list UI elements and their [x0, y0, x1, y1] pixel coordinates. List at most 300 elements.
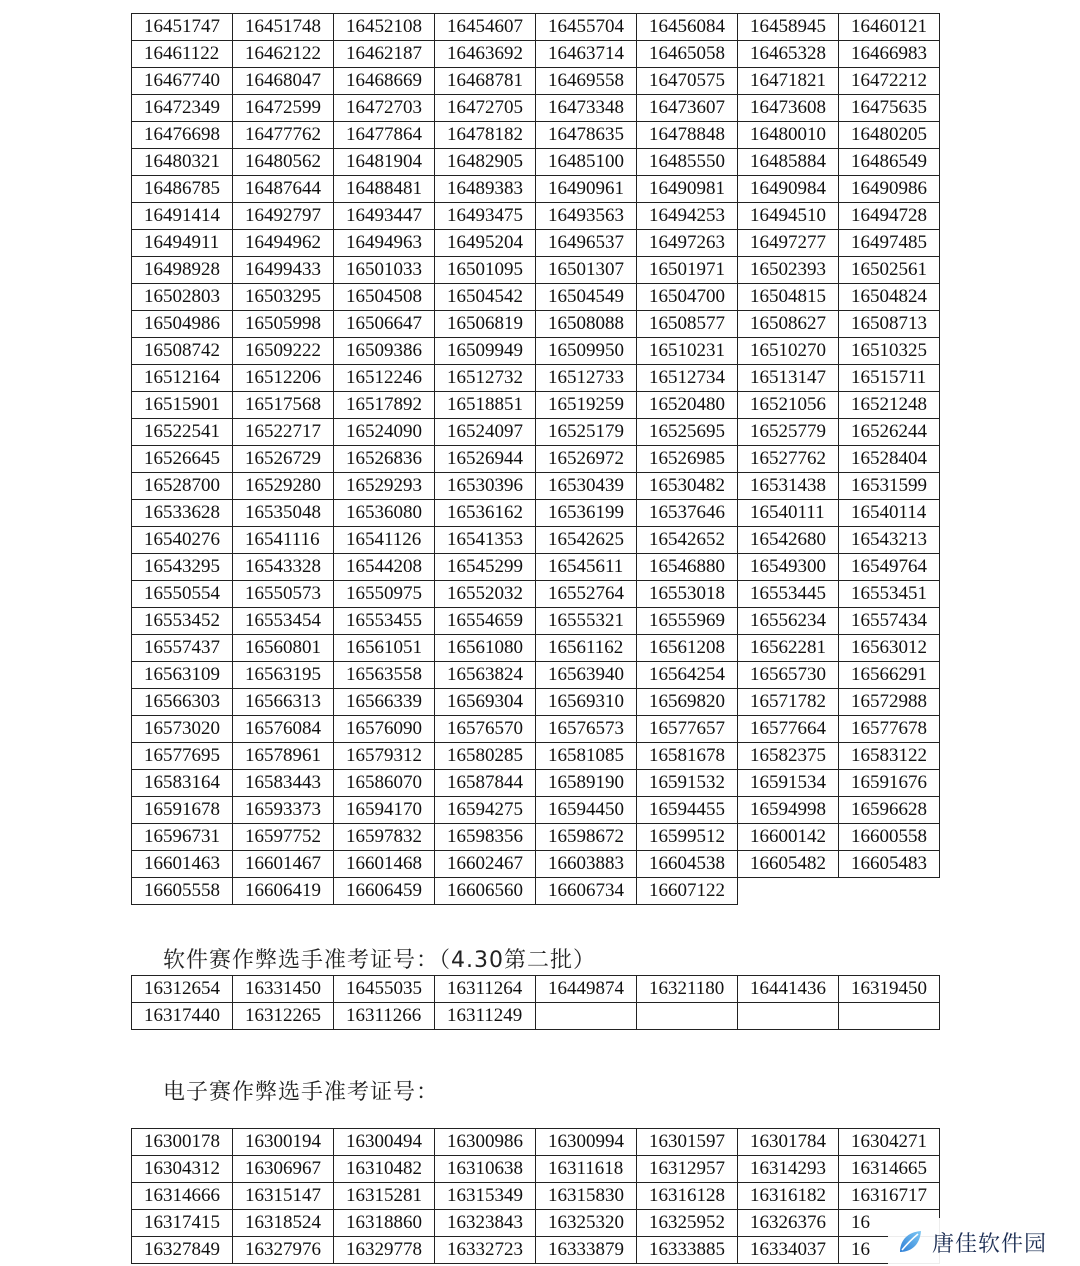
id-cell: 16552032 [435, 581, 536, 608]
table-row [132, 68, 940, 95]
id-cell: 16601467 [233, 851, 334, 878]
id-cell: 16555969 [637, 608, 738, 635]
id-cell: 16300494 [334, 1129, 435, 1156]
id-cell: 16528700 [132, 473, 233, 500]
id-cell: 16508713 [839, 311, 940, 338]
id-cell: 16591678 [132, 797, 233, 824]
id-cell: 16485884 [738, 149, 839, 176]
id-cell: 16451748 [233, 14, 334, 41]
id-cell: 16549764 [839, 554, 940, 581]
id-cell: 16526244 [839, 419, 940, 446]
id-cell: 16480205 [839, 122, 940, 149]
id-cell: 16501971 [637, 257, 738, 284]
id-cell: 16478182 [435, 122, 536, 149]
electronic-id-table [131, 1128, 940, 1264]
id-cell: 16304271 [839, 1129, 940, 1156]
id-cell: 16517892 [334, 392, 435, 419]
id-cell: 16586070 [334, 770, 435, 797]
id-cell: 16576573 [536, 716, 637, 743]
id-cell: 16594170 [334, 797, 435, 824]
id-cell: 16542680 [738, 527, 839, 554]
id-cell: 16519259 [536, 392, 637, 419]
id-cell: 16494962 [233, 230, 334, 257]
id-cell: 16462122 [233, 41, 334, 68]
id-cell: 16557437 [132, 635, 233, 662]
id-cell: 16510231 [637, 338, 738, 365]
id-cell: 16471821 [738, 68, 839, 95]
id-cell: 16598356 [435, 824, 536, 851]
id-cell: 16468669 [334, 68, 435, 95]
id-cell: 16480321 [132, 149, 233, 176]
id-cell: 16460121 [839, 14, 940, 41]
id-cell: 16525695 [637, 419, 738, 446]
id-cell: 16300178 [132, 1129, 233, 1156]
id-cell: 16486785 [132, 176, 233, 203]
id-cell: 16594998 [738, 797, 839, 824]
id-cell: 16478635 [536, 122, 637, 149]
table-row [132, 203, 940, 230]
id-cell: 16536080 [334, 500, 435, 527]
id-cell: 16480010 [738, 122, 839, 149]
table-row [132, 122, 940, 149]
table-row [132, 392, 940, 419]
id-cell: 16576570 [435, 716, 536, 743]
id-cell: 16315349 [435, 1183, 536, 1210]
id-cell: 16535048 [233, 500, 334, 527]
id-cell: 16563109 [132, 662, 233, 689]
id-cell: 16312957 [637, 1156, 738, 1183]
id-cell: 16329778 [334, 1237, 435, 1264]
id-cell: 16504508 [334, 284, 435, 311]
id-cell: 16522717 [233, 419, 334, 446]
id-cell: 16597752 [233, 824, 334, 851]
id-cell: 16553445 [738, 581, 839, 608]
table-row [132, 500, 940, 527]
table-row [132, 338, 940, 365]
id-cell: 16553455 [334, 608, 435, 635]
id-cell: 16472349 [132, 95, 233, 122]
id-cell: 16601463 [132, 851, 233, 878]
id-cell: 16478848 [637, 122, 738, 149]
id-cell: 16522541 [132, 419, 233, 446]
id-cell: 16563558 [334, 662, 435, 689]
id-cell: 16501033 [334, 257, 435, 284]
table-row [132, 878, 940, 905]
id-cell: 16510325 [839, 338, 940, 365]
watermark-text: 唐佳软件园 [932, 1231, 1048, 1257]
id-cell: 16515901 [132, 392, 233, 419]
id-cell: 16493475 [435, 203, 536, 230]
table-row [132, 797, 940, 824]
id-cell: 16506647 [334, 311, 435, 338]
table-row [132, 1237, 940, 1264]
id-cell: 16466983 [839, 41, 940, 68]
id-cell: 16530396 [435, 473, 536, 500]
id-cell: 16485550 [637, 149, 738, 176]
id-cell: 16573020 [132, 716, 233, 743]
id-cell: 16543295 [132, 554, 233, 581]
table-row [132, 1183, 940, 1210]
id-cell: 16606734 [536, 878, 637, 905]
id-cell: 16504824 [839, 284, 940, 311]
id-cell: 16605558 [132, 878, 233, 905]
id-cell: 16569820 [637, 689, 738, 716]
table-row [132, 311, 940, 338]
id-cell: 16494911 [132, 230, 233, 257]
id-cell: 16604538 [637, 851, 738, 878]
id-cell: 16580285 [435, 743, 536, 770]
id-cell: 16315147 [233, 1183, 334, 1210]
id-cell: 16310638 [435, 1156, 536, 1183]
software-section-heading: 软件赛作弊选手准考证号：（4.30第二批） [163, 948, 596, 973]
id-cell: 16533628 [132, 500, 233, 527]
id-cell: 16495204 [435, 230, 536, 257]
id-cell: 16566313 [233, 689, 334, 716]
id-cell: 16526985 [637, 446, 738, 473]
id-cell: 16508088 [536, 311, 637, 338]
table-row [132, 554, 940, 581]
id-cell: 16561051 [334, 635, 435, 662]
id-cell: 16449874 [536, 976, 637, 1003]
id-cell: 16566303 [132, 689, 233, 716]
id-cell: 16510270 [738, 338, 839, 365]
id-cell: 16526645 [132, 446, 233, 473]
id-cell: 16487644 [233, 176, 334, 203]
id-cell: 16311264 [435, 976, 536, 1003]
id-cell: 16491414 [132, 203, 233, 230]
id-cell: 16562281 [738, 635, 839, 662]
table-row [132, 149, 940, 176]
id-cell: 16506819 [435, 311, 536, 338]
id-cell: 16493563 [536, 203, 637, 230]
id-cell: 16571782 [738, 689, 839, 716]
id-cell: 16455704 [536, 14, 637, 41]
id-cell: 16529293 [334, 473, 435, 500]
id-cell: 16566339 [334, 689, 435, 716]
table-row [132, 446, 940, 473]
id-cell: 16472212 [839, 68, 940, 95]
id-cell: 16596628 [839, 797, 940, 824]
id-cell: 16550573 [233, 581, 334, 608]
empty-cell [738, 1003, 839, 1030]
id-cell: 16603883 [536, 851, 637, 878]
id-cell: 16581085 [536, 743, 637, 770]
id-cell: 16591532 [637, 770, 738, 797]
table-row [132, 365, 940, 392]
id-cell: 16528404 [839, 446, 940, 473]
id-cell: 16458945 [738, 14, 839, 41]
id-cell: 16327849 [132, 1237, 233, 1264]
id-cell: 16518851 [435, 392, 536, 419]
id-cell: 16593373 [233, 797, 334, 824]
table-row [132, 527, 940, 554]
id-cell: 16555321 [536, 608, 637, 635]
id-cell: 16472703 [334, 95, 435, 122]
id-cell: 16333885 [637, 1237, 738, 1264]
id-cell: 16461122 [132, 41, 233, 68]
id-cell: 16501095 [435, 257, 536, 284]
table-row [132, 95, 940, 122]
id-cell: 16553454 [233, 608, 334, 635]
id-cell: 16541353 [435, 527, 536, 554]
id-cell: 16509950 [536, 338, 637, 365]
id-cell: 16 [839, 1210, 940, 1237]
id-cell: 16546880 [637, 554, 738, 581]
id-cell: 16503295 [233, 284, 334, 311]
id-cell: 16577657 [637, 716, 738, 743]
id-cell: 16502393 [738, 257, 839, 284]
id-cell: 16333879 [536, 1237, 637, 1264]
id-cell: 16577678 [839, 716, 940, 743]
id-cell: 16526944 [435, 446, 536, 473]
id-cell: 16583164 [132, 770, 233, 797]
id-cell: 16 [839, 1237, 940, 1264]
id-cell: 16605483 [839, 851, 940, 878]
id-cell: 16606419 [233, 878, 334, 905]
id-cell: 16525779 [738, 419, 839, 446]
table-row [132, 851, 940, 878]
table-row [132, 608, 940, 635]
table-row [132, 662, 940, 689]
id-cell: 16477762 [233, 122, 334, 149]
id-cell: 16569304 [435, 689, 536, 716]
id-cell: 16512732 [435, 365, 536, 392]
id-cell: 16607122 [637, 878, 738, 905]
id-cell: 16537646 [637, 500, 738, 527]
id-cell: 16606459 [334, 878, 435, 905]
id-cell: 16594275 [435, 797, 536, 824]
id-cell: 16311266 [334, 1003, 435, 1030]
id-cell: 16467740 [132, 68, 233, 95]
table-row [132, 1129, 940, 1156]
id-cell: 16492797 [233, 203, 334, 230]
id-cell: 16545611 [536, 554, 637, 581]
blank-cell [738, 878, 839, 905]
id-cell: 16552764 [536, 581, 637, 608]
id-cell: 16578961 [233, 743, 334, 770]
id-cell: 16521056 [738, 392, 839, 419]
id-cell: 16529280 [233, 473, 334, 500]
id-cell: 16501307 [536, 257, 637, 284]
id-cell: 16463692 [435, 41, 536, 68]
id-cell: 16508577 [637, 311, 738, 338]
site-watermark [888, 1218, 1080, 1266]
software-id-table [131, 975, 940, 1030]
id-cell: 16524090 [334, 419, 435, 446]
id-cell: 16601468 [334, 851, 435, 878]
id-cell: 16482905 [435, 149, 536, 176]
id-cell: 16589190 [536, 770, 637, 797]
table-row [132, 1156, 940, 1183]
id-cell: 16530439 [536, 473, 637, 500]
id-cell: 16563195 [233, 662, 334, 689]
id-cell: 16600558 [839, 824, 940, 851]
id-cell: 16509222 [233, 338, 334, 365]
id-cell: 16494253 [637, 203, 738, 230]
id-cell: 16526729 [233, 446, 334, 473]
id-cell: 16576090 [334, 716, 435, 743]
id-cell: 16502803 [132, 284, 233, 311]
id-cell: 16301597 [637, 1129, 738, 1156]
id-cell: 16505998 [233, 311, 334, 338]
id-cell: 16531599 [839, 473, 940, 500]
id-cell: 16563824 [435, 662, 536, 689]
table-row [132, 176, 940, 203]
id-cell: 16473348 [536, 95, 637, 122]
table-row [132, 635, 940, 662]
id-cell: 16577664 [738, 716, 839, 743]
id-cell: 16475635 [839, 95, 940, 122]
id-cell: 16508742 [132, 338, 233, 365]
id-cell: 16311618 [536, 1156, 637, 1183]
id-cell: 16530482 [637, 473, 738, 500]
id-cell: 16556234 [738, 608, 839, 635]
id-cell: 16540276 [132, 527, 233, 554]
id-cell: 16470575 [637, 68, 738, 95]
id-cell: 16300986 [435, 1129, 536, 1156]
id-cell: 16490981 [637, 176, 738, 203]
id-cell: 16316128 [637, 1183, 738, 1210]
id-cell: 16472705 [435, 95, 536, 122]
id-cell: 16594455 [637, 797, 738, 824]
table-row [132, 1003, 940, 1030]
id-cell: 16587844 [435, 770, 536, 797]
id-cell: 16545299 [435, 554, 536, 581]
id-cell: 16468781 [435, 68, 536, 95]
id-cell: 16326376 [738, 1210, 839, 1237]
id-cell: 16300994 [536, 1129, 637, 1156]
id-cell: 16502561 [839, 257, 940, 284]
id-cell: 16527762 [738, 446, 839, 473]
id-cell: 16319450 [839, 976, 940, 1003]
empty-cell [536, 1003, 637, 1030]
id-cell: 16477864 [334, 122, 435, 149]
table-row [132, 284, 940, 311]
id-cell: 16504549 [536, 284, 637, 311]
id-cell: 16452108 [334, 14, 435, 41]
id-cell: 16321180 [637, 976, 738, 1003]
id-cell: 16553451 [839, 581, 940, 608]
id-cell: 16564254 [637, 662, 738, 689]
id-cell: 16512164 [132, 365, 233, 392]
table-row [132, 41, 940, 68]
id-cell: 16509386 [334, 338, 435, 365]
main-id-table [131, 13, 940, 905]
id-cell: 16572988 [839, 689, 940, 716]
id-cell: 16489383 [435, 176, 536, 203]
table-row [132, 14, 940, 41]
id-cell: 16301784 [738, 1129, 839, 1156]
id-cell: 16526972 [536, 446, 637, 473]
id-cell: 16605482 [738, 851, 839, 878]
id-cell: 16606560 [435, 878, 536, 905]
id-cell: 16312654 [132, 976, 233, 1003]
id-cell: 16486549 [839, 149, 940, 176]
id-cell: 16536199 [536, 500, 637, 527]
id-cell: 16497485 [839, 230, 940, 257]
id-cell: 16526836 [334, 446, 435, 473]
id-cell: 16517568 [233, 392, 334, 419]
id-cell: 16597832 [334, 824, 435, 851]
id-cell: 16536162 [435, 500, 536, 527]
id-cell: 16468047 [233, 68, 334, 95]
table-row [132, 689, 940, 716]
id-cell: 16541126 [334, 527, 435, 554]
id-cell: 16317440 [132, 1003, 233, 1030]
id-cell: 16455035 [334, 976, 435, 1003]
id-cell: 16565730 [738, 662, 839, 689]
id-cell: 16463714 [536, 41, 637, 68]
table-row [132, 581, 940, 608]
id-cell: 16544208 [334, 554, 435, 581]
id-cell: 16472599 [233, 95, 334, 122]
id-cell: 16325952 [637, 1210, 738, 1237]
table-row [132, 743, 940, 770]
id-cell: 16521248 [839, 392, 940, 419]
id-cell: 16334037 [738, 1237, 839, 1264]
id-cell: 16490984 [738, 176, 839, 203]
id-cell: 16473608 [738, 95, 839, 122]
id-cell: 16473607 [637, 95, 738, 122]
id-cell: 16561162 [536, 635, 637, 662]
id-cell: 16557434 [839, 608, 940, 635]
id-cell: 16582375 [738, 743, 839, 770]
id-cell: 16543213 [839, 527, 940, 554]
id-cell: 16553018 [637, 581, 738, 608]
id-cell: 16497277 [738, 230, 839, 257]
electronic-id-table-body [132, 1129, 940, 1264]
id-cell: 16497263 [637, 230, 738, 257]
id-cell: 16310482 [334, 1156, 435, 1183]
id-cell: 16563012 [839, 635, 940, 662]
id-cell: 16550975 [334, 581, 435, 608]
id-cell: 16311249 [435, 1003, 536, 1030]
id-cell: 16504542 [435, 284, 536, 311]
table-row [132, 1210, 940, 1237]
table-row [132, 976, 940, 1003]
id-cell: 16462187 [334, 41, 435, 68]
id-cell: 16441436 [738, 976, 839, 1003]
id-cell: 16318524 [233, 1210, 334, 1237]
id-cell: 16469558 [536, 68, 637, 95]
id-cell: 16314666 [132, 1183, 233, 1210]
id-cell: 16327976 [233, 1237, 334, 1264]
id-cell: 16577695 [132, 743, 233, 770]
id-cell: 16325320 [536, 1210, 637, 1237]
blank-cell [839, 878, 940, 905]
id-cell: 16488481 [334, 176, 435, 203]
id-cell: 16332723 [435, 1237, 536, 1264]
id-cell: 16316717 [839, 1183, 940, 1210]
id-cell: 16542652 [637, 527, 738, 554]
id-cell: 16504700 [637, 284, 738, 311]
id-cell: 16499433 [233, 257, 334, 284]
id-cell: 16314665 [839, 1156, 940, 1183]
table-row [132, 230, 940, 257]
id-cell: 16531438 [738, 473, 839, 500]
table-row [132, 824, 940, 851]
id-cell: 16454607 [435, 14, 536, 41]
id-cell: 16306967 [233, 1156, 334, 1183]
id-cell: 16465058 [637, 41, 738, 68]
id-cell: 16512206 [233, 365, 334, 392]
id-cell: 16451747 [132, 14, 233, 41]
id-cell: 16512733 [536, 365, 637, 392]
leaf-logo-icon [896, 1228, 924, 1256]
id-cell: 16314293 [738, 1156, 839, 1183]
id-cell: 16300194 [233, 1129, 334, 1156]
id-cell: 16485100 [536, 149, 637, 176]
